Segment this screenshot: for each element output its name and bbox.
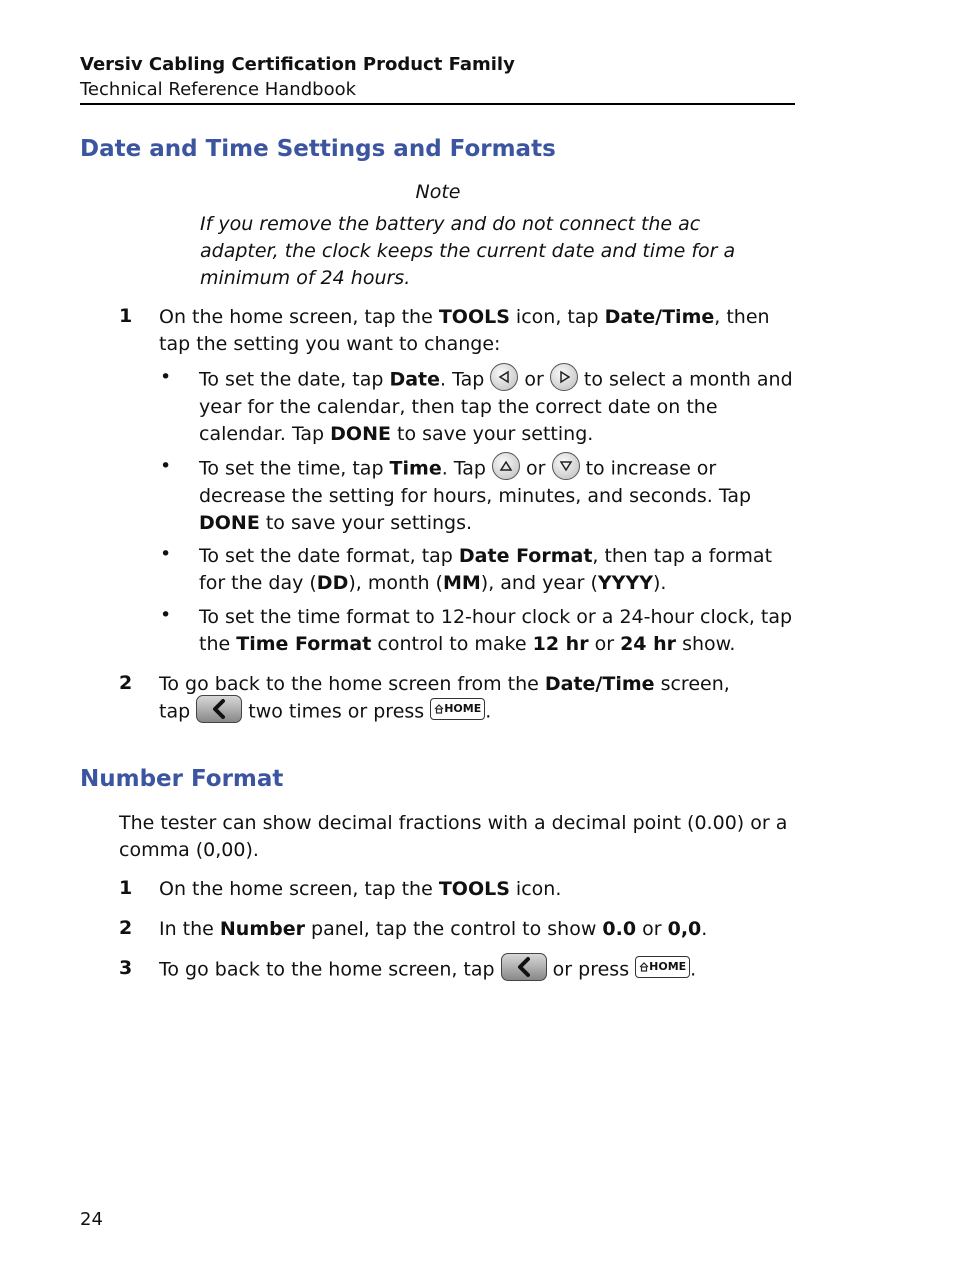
- header-rule: [80, 103, 795, 105]
- bullet-time-text: To set the time, tap Time. Tap or to increase or decrease the setting for hours, minutes, and seconds. Tap DONE to save your settings.: [199, 455, 799, 537]
- bullet-dot: •: [160, 543, 172, 565]
- step-number: 1: [119, 877, 133, 899]
- section-heading-date-time: Date and Time Settings and Formats: [80, 136, 556, 162]
- bullet-date-format-text: To set the date format, tap Date Format, then tap a format for the day (DD), month (MM), and year (YYYY).: [199, 545, 773, 594]
- bullet-date-text: To set the date, tap Date. Tap or to select a month and year for the calendar, then tap the correct date on the calendar. Tap DONE to save your setting.: [199, 366, 799, 448]
- page-number: 24: [80, 1209, 103, 1230]
- number-step-3-text: To go back to the home screen, tap or press HOME .: [159, 956, 799, 984]
- back-button-icon: [501, 953, 547, 981]
- home-key-icon: HOME: [635, 956, 690, 978]
- step-2-line1: To go back to the home screen from the Date/Time screen,: [159, 673, 730, 695]
- up-arrow-icon: [492, 452, 520, 480]
- note-label: Note: [415, 181, 461, 203]
- step-number: 3: [119, 957, 133, 979]
- section-heading-number-format: Number Format: [80, 766, 284, 792]
- running-header-subtitle: Technical Reference Handbook: [80, 79, 357, 100]
- step-1-text: On the home screen, tap the TOOLS icon, tap Date/Time, then tap the setting you want to change:: [159, 306, 770, 355]
- step-2-line2: tap two times or press HOME .: [159, 698, 799, 726]
- number-step-2-text: In the Number panel, tap the control to show 0.0 or 0,0.: [159, 918, 708, 940]
- step-number: 2: [119, 917, 133, 939]
- bullet-dot: •: [160, 366, 172, 388]
- running-header-title: Versiv Cabling Certification Product Family: [80, 54, 515, 75]
- step-number: 1: [119, 305, 133, 327]
- right-arrow-icon: [550, 363, 578, 391]
- left-arrow-icon: [490, 363, 518, 391]
- home-key-icon: HOME: [430, 698, 485, 720]
- down-arrow-icon: [552, 452, 580, 480]
- note-text: If you remove the battery and do not connect the ac adapter, the clock keeps the current date and time for a minimum of 24 hours.: [200, 213, 736, 289]
- bullet-dot: •: [160, 604, 172, 626]
- bullet-time-format-text: To set the time format to 12-hour clock or a 24-hour clock, tap the Time Format control to make 12 hr or 24 hr show.: [199, 606, 793, 655]
- number-format-intro: The tester can show decimal fractions with a decimal point (0.00) or a comma (0,00).: [119, 812, 788, 861]
- number-step-1-text: On the home screen, tap the TOOLS icon.: [159, 878, 562, 900]
- back-button-icon: [196, 695, 242, 723]
- step-number: 2: [119, 672, 133, 694]
- bullet-dot: •: [160, 455, 172, 477]
